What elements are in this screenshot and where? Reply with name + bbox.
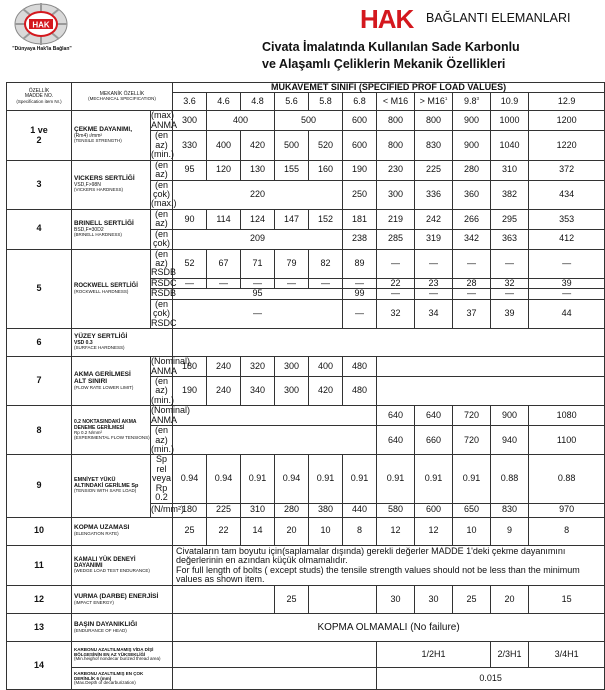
property-surface-hardness: YÜZEY SERTLİĞİ VSD 0.3 (SURFACE HARDNESS) [72,329,173,357]
item-no: 3 [7,160,72,209]
property-brinell-hardness: BRINELL SERTLİĞİ BSD,F=30D2 (BRINELL HARDNESS) [72,209,151,249]
item-no: 13 [7,614,72,642]
head-endurance-value: KOPMA OLMAMALI (No failure) [173,614,605,642]
class-cell: 5.6 [275,93,309,111]
property-impact-energy: VURMA (DARBE) ENERJİSİ (IMPACT ENERGY) [72,586,173,614]
class-cell: 5.8 [309,93,343,111]
property-tensile-strength: ÇEKME DAYANIMI, (Rm4) ı/mm² (TENSILE STRENGTH) [72,111,151,160]
item-no: 6 [7,329,72,357]
class-cell: 6.8 [343,93,377,111]
item-no: 14 [7,642,72,690]
class-cell: 4.8 [241,93,275,111]
property-wedge-load: KAMALI YÜK DENEYİ DAYANIMI (WEDGE LOAD TEST ENDURANCE) [72,545,173,586]
page-title-line2: ve Alaşamlı Çeliklerin Mekanik Özellikleri [262,57,506,71]
class-cell: 12.9 [529,93,605,111]
property-rockwell-hardness: ROCKWELL SERTLİĞİ (ROCKWELL HARDNESS) [72,249,151,329]
class-cell: 10.9 [491,93,529,111]
item-no: 10 [7,517,72,545]
class-header: MUKAVEMET SINIFI (SPECIFIED PROF LOAD VALUES) [173,83,605,93]
class-cell: $9.8^3$ [453,93,491,111]
item-no: 4 [7,209,72,249]
property-yield-lower-limit: AKMA GERİLMESİ ALT SINIRI (FLOW RATE LOWER LIMIT) [72,357,151,406]
class-cell: < M16 [377,93,415,111]
item-no: 8 [7,406,72,455]
property-non-decarburized-height: KARBONU AZALTILMAMIŞ VİDA DİŞİ BÖLGESİNİN EN AZ YÜKSEKLİĞİ (Min.heighof nondecar burized thread area) [72,642,173,668]
property-head-endurance: BAŞIN DAYANIKLIĞI (ENDURANCE OF HEAD) [72,614,173,642]
brand-subtitle: BAĞLANTI ELEMANLARI [426,11,571,25]
slogan: "Dünyaya Hak'la Bağlan" [12,46,72,52]
col-header-property: MEKANİK ÖZELLİK (MECHANICAL SPECIFICATION) [72,83,173,111]
property-max-decarburization-depth: KARBONU AZALTILMIŞ EN ÇOK DERİNLİK 6 (mm) (Max.Depth of decarburization) [72,668,173,690]
col-header-item-no: ÖZELLİK MADDE NO. (Specification item Nr.) [7,83,72,111]
mechanical-properties-table: ÖZELLİK MADDE NO. (Specification item Nr.) MEKANİK ÖZELLİK (MECHANICAL SPECIFICATION) MUKAVEMET SINIFI (SPECIFIED PROF LOAD VALUES) 3.6 4.6 4.8 5.6 5.8 6.8 < M16 > $M16^1$ $9.8^3$ 10.9 12.9 1 ve 2 ÇEKME DAYANIMI, (Rm4) ı/mm² (TENSILE STRENGTH) (max) ANMA 300 400 500 600 800 800 900 1000 1200 (en az) (min.) 330 400 420 500 520 600 800 830 900 1040 1220 3 VICKERS SERTLİĞİ VSD,F>98N (VICKERS HARDNESS) (en az) 95 120 130 155 160 190 230 225 280 310 372 (en çok) (max.) 220 250 300 336 360 382 434 4 BRINELL SERTLİĞİ BSD,F=30D2 (BRINELL HARDNESS) (en az) 90 114 124 147 152 181 219 242 266 295 353 (en çok) 209 238 285 319 342 363 412 5 ROCKWELL SERTLİĞİ (ROCKWELL HARDNESS) (en az) RSDB 52 67 71 79 82 89 — — — — — RSDC — — — — — — 22 23 28 32 39 RSDB 95 99 — — — — — (en çok) RSDC — — 32 34 37 39 44 6 YÜZEY SERTLİĞİ VSD 0.3 (SURFACE HARDNESS) 7 AKMA GERİLMESİ ALT SINIRI (FLOW RATE LOWER LIMIT) (Nominal) ANMA 180 240 320 300 400 480 (en az) (min.) 190 240 340 300 420 480 8 0.2 NOKTASINDAKİ AKMA DENEME GERİLMESİ Rp 0.2 N/mm² (EXPERIMENTAL FLOW TENSIONS) (Nominal) ANMA 640 640 720 900 1080 (en az) (min.) 640 660 720 940 1100 9 EMNİYET YÜKÜ ALTINDAKİ GERİLME Sp (TENSION WITH SAFE LOAD) Sp rel veya Rp 0.2 0.94 0.94 0.91 0.94 0.91 0.91 0.91 0.91 0.91 0.88 0.88 (N/mm²) 180 225 310 280 380 440 580 600 650 830 970 10 KOPMA UZAMASI (ELENGATION RATE) 25 22 14 20 10 8 12 12 10 9 8 11 KAMALI YÜK DENEYİ DAYANIMI (WEDGE LOAD TEST ENDURANCE) Civataların tam boyutu için(saplamalar dışında) gerekli değerler MADDE 1'deki çekme dayanımını değerlerinin en azından küçük olmamalıdır. For full length of bolts ( except studs) the tensile strength values should not be less than the minimum values as shown item. 12 VURMA (DARBE) ENERJİSİ (IMPACT ENERGY) 25 30 30 25 20 15 13 BAŞIN DAYANIKLIĞI (ENDURANCE OF HEAD) KOPMA OLMAMALI (No failure) 14 KARBONU AZALTILMAMIŞ VİDA DİŞİ BÖLGESİNİN EN AZ YÜKSEKLİĞİ (Min.heighof nondecar burized thread area) 1/2H1 2/3H1 3/4H1 KARBONU AZALTILMIŞ EN ÇOK DERİNLİK 6 (mm) (Max.Depth of decarburization) 0.015 [6,82,605,690]
class-cell: > $M16^1$ [415,93,453,111]
item-no: 5 [7,249,72,329]
page-title-line1: Civata İmalatında Kullanılan Sade Karbonlu [262,40,520,54]
item-no: 9 [7,455,72,517]
property-safe-load-tension: EMNİYET YÜKÜ ALTINDAKİ GERİLME Sp (TENSION WITH SAFE LOAD) [72,455,151,517]
page-header [0,0,586,80]
surface-hardness-value [173,329,605,357]
property-proof-stress: 0.2 NOKTASINDAKİ AKMA DENEME GERİLMESİ Rp 0.2 N/mm² (EXPERIMENTAL FLOW TENSIONS) [72,406,151,455]
svg-text:HAK: HAK [32,20,50,30]
item-no: 7 [7,357,72,406]
brand-name: HAK [360,4,414,34]
item-no: 11 [7,545,72,586]
class-cell: 4.6 [207,93,241,111]
item-no: 12 [7,586,72,614]
class-cell: 3.6 [173,93,207,111]
hak-logo-icon [10,2,72,46]
item-no: 1 ve 2 [7,111,72,160]
property-vickers-hardness: VICKERS SERTLİĞİ VSD,F>98N (VICKERS HARDNESS) [72,160,151,209]
property-elongation: KOPMA UZAMASI (ELENGATION RATE) [72,517,173,545]
wedge-load-note: Civataların tam boyutu için(saplamalar dışında) gerekli değerler MADDE 1'deki çekme dayanımını değerlerinin en azından küçük olmamalıdır. For full length of bolts ( except studs) the tensile strength values should not be less than the minimum values as shown item. [173,545,605,586]
